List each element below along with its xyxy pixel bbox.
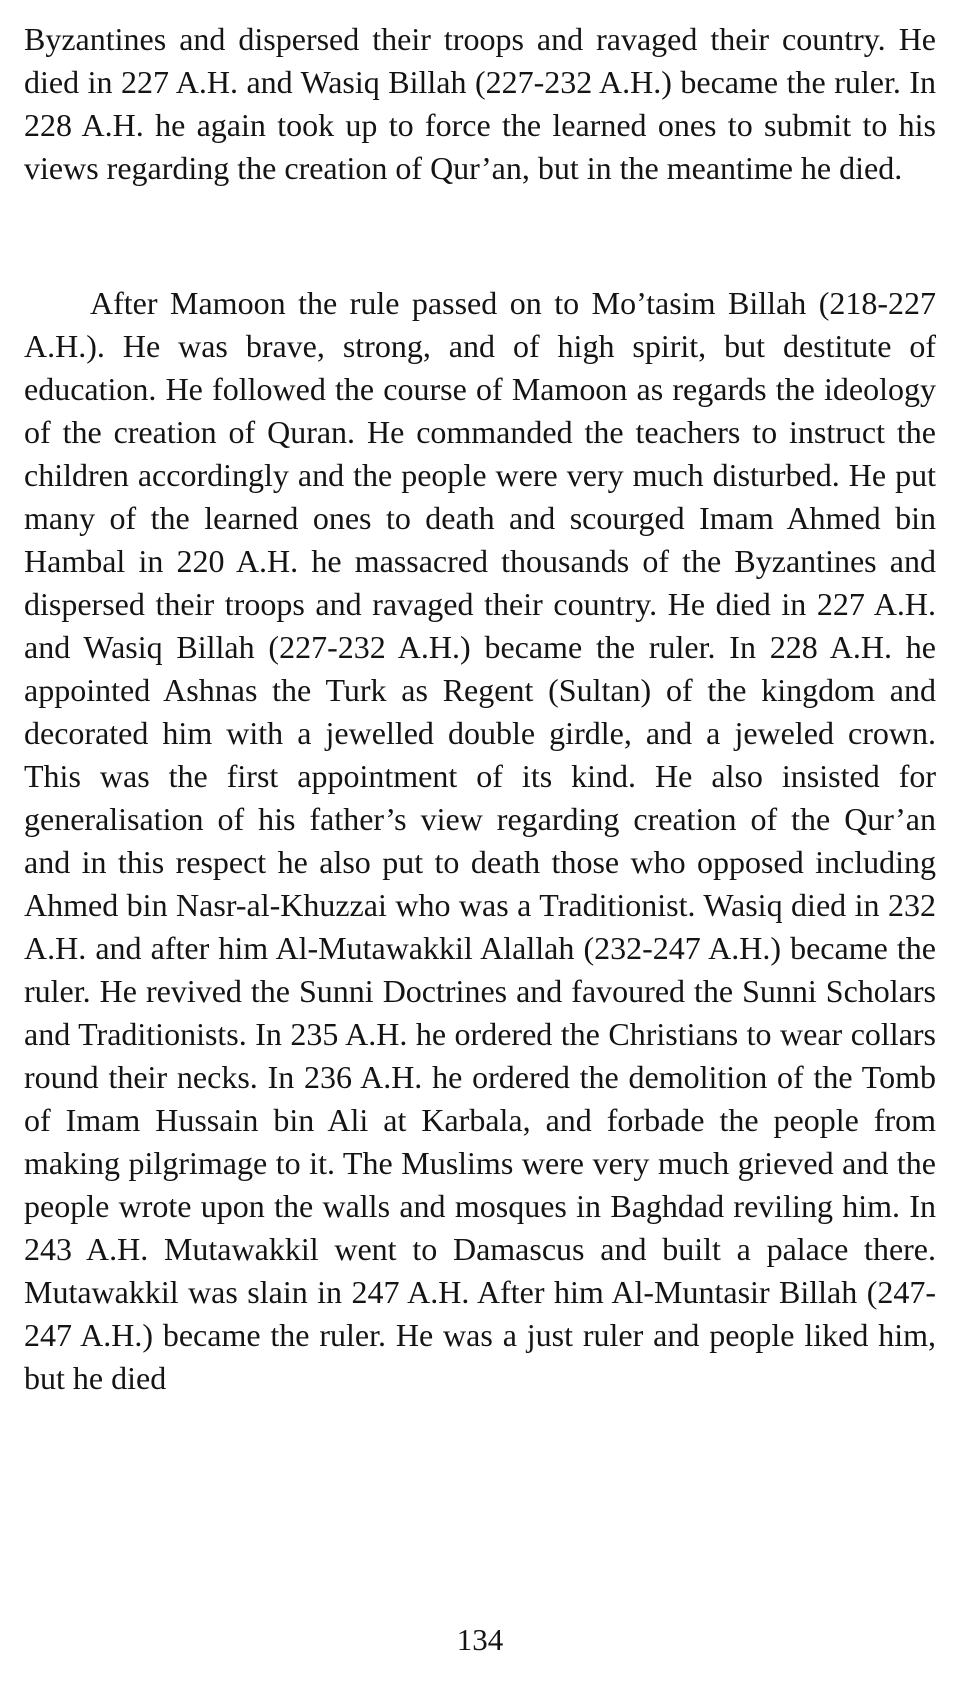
page-number: 134 [456,1622,504,1657]
paragraph-continuation: Byzantines and dispersed their troops and ravaged their country. He died in 227 A.H. and Wasiq Billah (227-232 A.H.) became the ruler. In 228 A.H. he again took up to force the learned ones to submit to his views regarding the creation of Qur’an, but in the meantime he died. [24,21,936,186]
paragraph-mutasim-to-muntasir: After Mamoon the rule passed on to Mo’tasim Billah (218-227 A.H.). He was brave, strong, and of high spirit, but destitute of education. He followed the course of Mamoon as regards the ideology of the creation of Quran. He commanded the teachers to instruct the children accordingly and the people were very much disturbed. He put many of the learned ones to death and scourged Imam Ahmed bin Hambal in 220 A.H. he massacred thousands of the Byzantines and dispersed their troops and ravaged their country. He died in 227 A.H. and Wasiq Billah (227-232 A.H.) became the ruler. In 228 A.H. he appointed Ashnas the Turk as Regent (Sultan) of the kingdom and decorated him with a jewelled double girdle, and a jeweled crown. This was the first appointment of its kind. He also insisted for generalisation of his father’s view regarding creation of the Qur’an and in this respect he also put to death those who opposed including Ahmed bin Nasr-al-Khuzzai who was a Traditionist. Wasiq died in 232 A.H. and after him Al-Mutawakkil Alallah (232-247 A.H.) became the ruler. He revived the Sunni Doctrines and favoured the Sunni Scholars and Traditionists. In 235 A.H. he ordered the Christians to wear collars round their necks. In 236 A.H. he ordered the demolition of the Tomb of Imam Hussain bin Ali at Karbala, and forbade the people from making pilgrimage to it. The Muslims were very much grieved and the people wrote upon the walls and mosques in Baghdad reviling him. In 243 A.H. Mutawakkil went to Damascus and built a palace there. Mutawakkil was slain in 247 A.H. After him Al-Muntasir Billah (247-247 A.H.) became the ruler. He was a just ruler and people liked him, but he died [24,285,936,1396]
